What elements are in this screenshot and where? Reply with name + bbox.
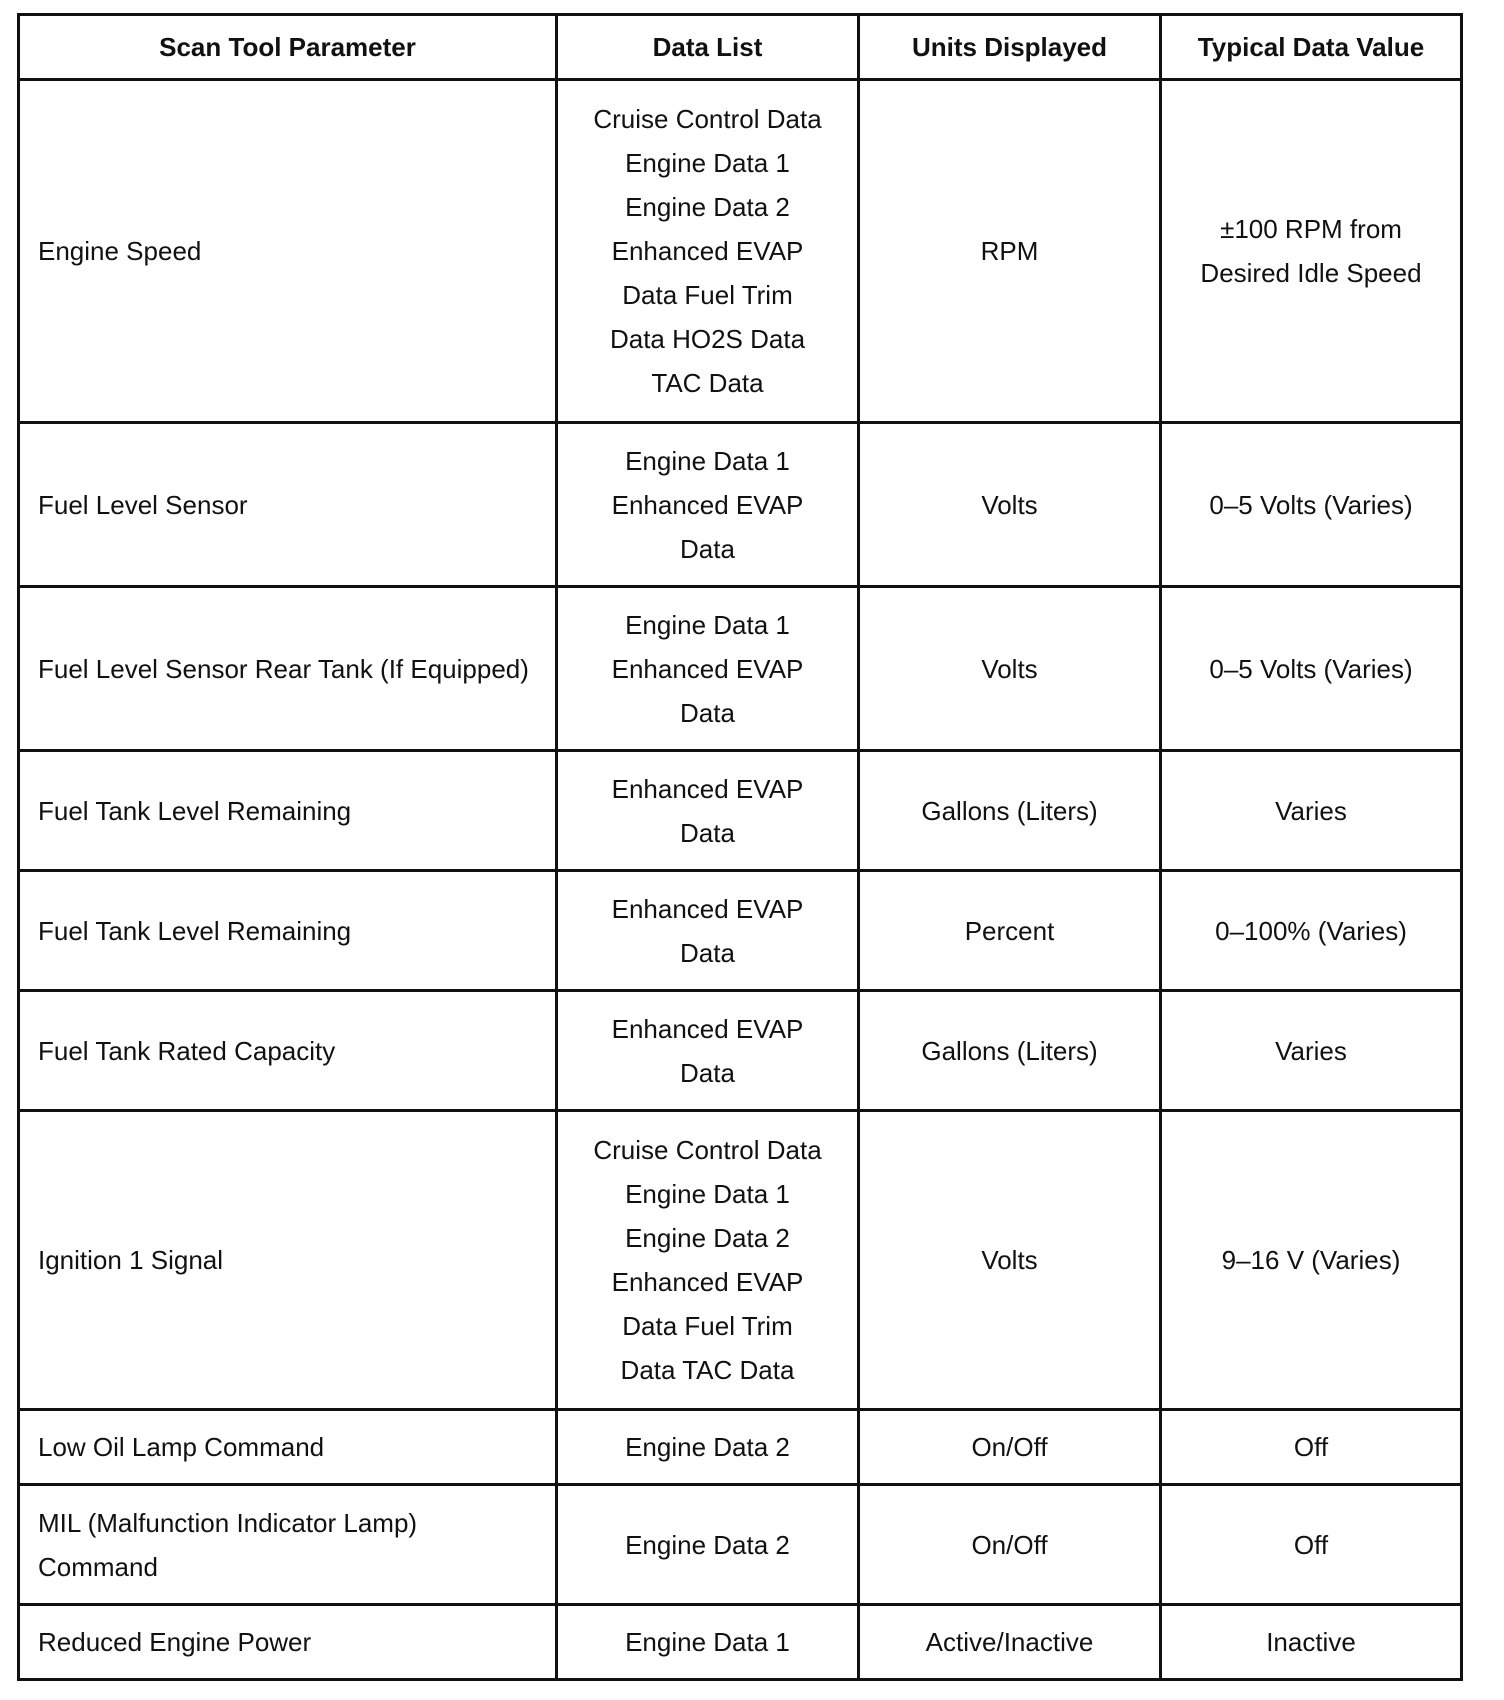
cell-data-list	[557, 423, 859, 587]
table-row	[19, 871, 1462, 991]
data-list-entry: Data	[680, 817, 735, 848]
data-list-entry: Cruise Control Data	[593, 104, 822, 134]
table-row	[19, 751, 1462, 871]
header-row	[19, 15, 1462, 80]
data-list-entry: Engine Data 2	[625, 1432, 790, 1462]
cell-units-displayed: Volts	[859, 587, 1161, 751]
typical-value-line: Off	[1293, 1529, 1329, 1560]
table-row	[19, 1605, 1462, 1680]
data-list-entry: Enhanced EVAP	[611, 773, 804, 804]
table-row	[19, 1485, 1462, 1605]
typical-value-line: ±100 RPM from	[1220, 214, 1402, 244]
data-list-entry: Data TAC Data	[620, 1355, 795, 1385]
header-scan-tool-parameter: Scan Tool Parameter	[19, 15, 557, 80]
scan-tool-data-table	[17, 13, 1463, 1681]
cell-typical-data-value	[1161, 751, 1462, 871]
cell-units-displayed: On/Off	[859, 1485, 1161, 1605]
data-list-entry: Engine Data 2	[625, 192, 790, 222]
header-data-list: Data List	[557, 15, 859, 80]
typical-value-line: 0–100% (Varies)	[1215, 915, 1407, 946]
data-list-entry: Enhanced EVAP	[611, 1013, 804, 1044]
data-list-entry: Enhanced EVAP	[611, 653, 804, 684]
cell-scan-tool-parameter: Fuel Level Sensor Rear Tank (If Equipped)	[19, 587, 557, 751]
data-list-entry: Engine Data 2	[625, 1223, 790, 1253]
cell-typical-data-value	[1161, 1605, 1462, 1680]
typical-value-line: 0–5 Volts (Varies)	[1209, 489, 1413, 520]
cell-scan-tool-parameter: Engine Speed	[19, 80, 557, 423]
cell-units-displayed: Gallons (Liters)	[859, 991, 1161, 1111]
table-row	[19, 991, 1462, 1111]
data-list-entry: Enhanced EVAP	[611, 1267, 804, 1297]
cell-data-list	[557, 1410, 859, 1485]
typical-value-line: Off	[1293, 1432, 1329, 1462]
data-list-entry: Engine Data 1	[625, 1179, 790, 1209]
table-row	[19, 1410, 1462, 1485]
cell-scan-tool-parameter: Fuel Tank Level Remaining	[19, 751, 557, 871]
data-list-entry: TAC Data	[651, 368, 764, 398]
typical-value-line: Varies	[1275, 795, 1347, 826]
table-body	[19, 80, 1462, 1680]
data-list-entry: Data	[680, 937, 735, 968]
cell-typical-data-value	[1161, 587, 1462, 751]
cell-data-list	[557, 871, 859, 991]
cell-typical-data-value	[1161, 80, 1462, 423]
data-list-entry: Data	[680, 697, 735, 728]
cell-typical-data-value	[1161, 1410, 1462, 1485]
cell-data-list	[557, 80, 859, 423]
cell-data-list	[557, 1111, 859, 1410]
cell-data-list	[557, 991, 859, 1111]
data-list-entry: Enhanced EVAP	[611, 236, 804, 266]
cell-scan-tool-parameter: Fuel Level Sensor	[19, 423, 557, 587]
cell-scan-tool-parameter: Ignition 1 Signal	[19, 1111, 557, 1410]
cell-units-displayed: Active/Inactive	[859, 1605, 1161, 1680]
table-row	[19, 1111, 1462, 1410]
cell-data-list	[557, 751, 859, 871]
cell-units-displayed: RPM	[859, 80, 1161, 423]
typical-value-line: Inactive	[1266, 1627, 1356, 1657]
data-list-entry: Data Fuel Trim	[622, 1311, 793, 1341]
data-list-entry: Cruise Control Data	[593, 1135, 822, 1165]
cell-units-displayed: Volts	[859, 423, 1161, 587]
data-list-entry: Engine Data 1	[625, 1627, 790, 1657]
data-list-entry: Engine Data 1	[625, 609, 790, 640]
cell-scan-tool-parameter: MIL (Malfunction Indicator Lamp) Command	[19, 1485, 557, 1605]
cell-units-displayed: On/Off	[859, 1410, 1161, 1485]
cell-typical-data-value	[1161, 991, 1462, 1111]
cell-typical-data-value	[1161, 1485, 1462, 1605]
cell-units-displayed: Volts	[859, 1111, 1161, 1410]
data-list-entry: Enhanced EVAP	[611, 489, 804, 520]
header-typical-data-value: Typical Data Value	[1161, 15, 1462, 80]
cell-units-displayed: Percent	[859, 871, 1161, 991]
cell-data-list	[557, 1485, 859, 1605]
data-list-entry: Engine Data 2	[625, 1529, 790, 1560]
cell-scan-tool-parameter: Reduced Engine Power	[19, 1605, 557, 1680]
cell-units-displayed: Gallons (Liters)	[859, 751, 1161, 871]
typical-value-line: 9–16 V (Varies)	[1221, 1245, 1401, 1275]
cell-typical-data-value	[1161, 1111, 1462, 1410]
table-row	[19, 587, 1462, 751]
data-list-entry: Engine Data 1	[625, 445, 790, 476]
typical-value-line: Desired Idle Speed	[1200, 258, 1422, 288]
cell-scan-tool-parameter: Fuel Tank Level Remaining	[19, 871, 557, 991]
typical-value-line: 0–5 Volts (Varies)	[1209, 653, 1413, 684]
table-row	[19, 423, 1462, 587]
cell-data-list	[557, 1605, 859, 1680]
cell-scan-tool-parameter: Low Oil Lamp Command	[19, 1410, 557, 1485]
cell-typical-data-value	[1161, 423, 1462, 587]
data-list-entry: Data	[680, 1057, 735, 1088]
data-list-entry: Data Fuel Trim	[622, 280, 793, 310]
data-list-entry: Data	[680, 533, 735, 564]
table-row	[19, 80, 1462, 423]
data-list-entry: Data HO2S Data	[609, 324, 806, 354]
header-units-displayed: Units Displayed	[859, 15, 1161, 80]
typical-value-line: Varies	[1275, 1035, 1347, 1066]
data-list-entry: Enhanced EVAP	[611, 893, 804, 924]
cell-data-list	[557, 587, 859, 751]
data-list-entry: Engine Data 1	[625, 148, 790, 178]
cell-typical-data-value	[1161, 871, 1462, 991]
cell-scan-tool-parameter: Fuel Tank Rated Capacity	[19, 991, 557, 1111]
